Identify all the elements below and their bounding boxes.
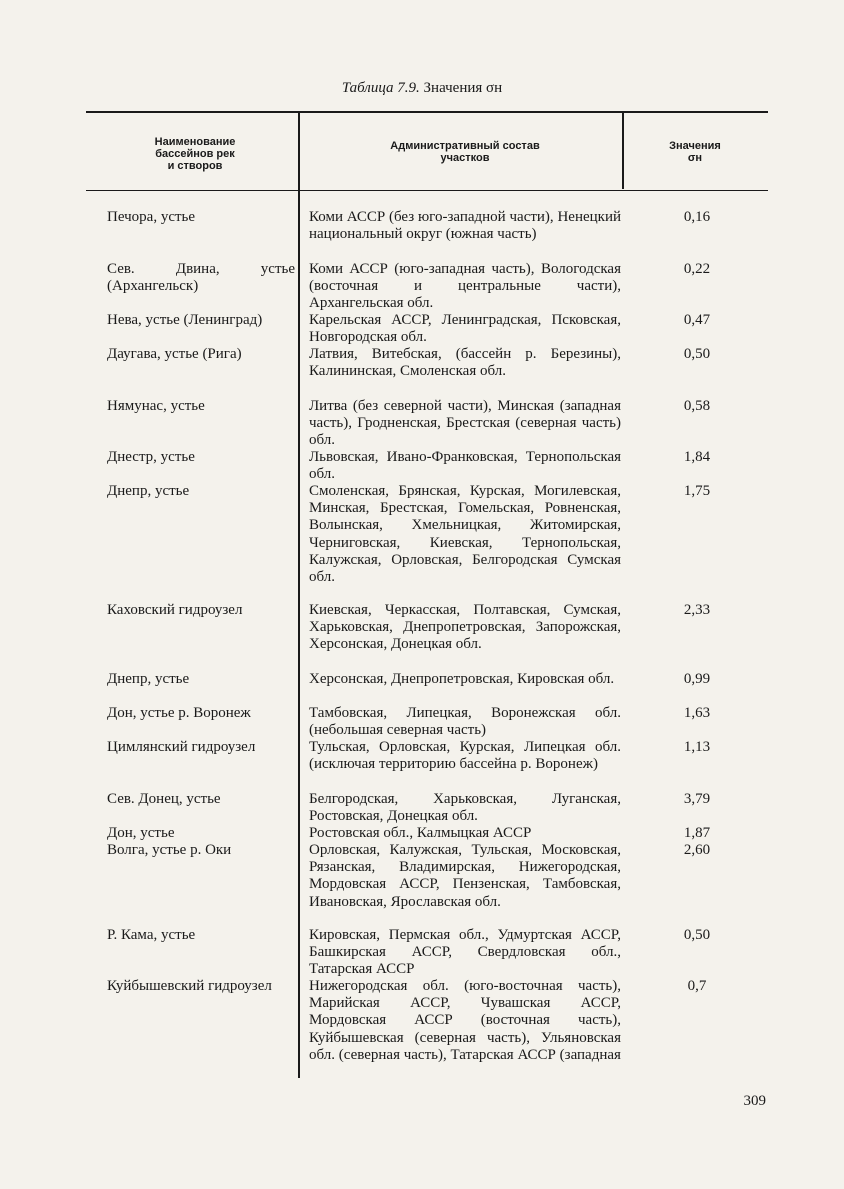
basin-cell: Цимлянский гидроузел (107, 739, 256, 755)
basin-cell: Нямунас, устье (107, 398, 205, 414)
value-cell: 0,22 (683, 261, 711, 277)
value-cell: 0,47 (683, 312, 711, 328)
admin-cell: Белгородская, Харьковская, Луганская, Ростовская, Донецкая обл. (309, 791, 621, 825)
value-cell: 0,50 (683, 927, 711, 943)
basin-cell: Днепр, устье (107, 671, 190, 687)
basin-cell: Днестр, устье (107, 449, 195, 465)
value-cell: 1,13 (683, 739, 711, 755)
admin-cell: Нижегородская обл. (юго-восточная часть), Марийская АССР, Чувашская АССР, Мордовская АССР (восточная часть), Куйбышевская (северная часть), Ульяновская обл. (северная часть), Татарская АССР (западная (309, 978, 621, 1063)
page-number: 309 (743, 1093, 766, 1109)
table-number: Таблица 7.9. (341, 80, 420, 96)
basin-cell: Печора, устье (107, 209, 196, 225)
value-cell: 1,87 (683, 825, 711, 841)
value-cell: 0,99 (683, 671, 711, 687)
value-cell: 3,79 (683, 791, 711, 807)
table-caption (0, 80, 844, 97)
value-cell: 2,33 (683, 602, 711, 618)
admin-cell: Тульская, Орловская, Курская, Липецкая обл. (исключая территорию бассейна р. Воронеж) (309, 739, 621, 773)
basin-cell: Нева, устье (Ленинград) (107, 312, 263, 328)
header-value: Значения σн (669, 140, 721, 164)
admin-cell: Латвия, Витебская, (бассейн р. Березины), Калининская, Смоленская обл. (309, 346, 621, 380)
table-title: Значения σн (423, 80, 503, 96)
value-cell: 1,75 (683, 483, 711, 499)
value-cell: 0,16 (683, 209, 711, 225)
admin-cell: Кировская, Пермская обл., Удмуртская АССР, Башкирская АССР, Свердловская обл., Татарская АССР (309, 927, 621, 978)
admin-cell: Литва (без северной части), Минская (западная часть), Гродненская, Брестская (северная часть) обл. (309, 398, 621, 449)
basin-cell: Каховский гидроузел (107, 602, 243, 618)
basin-cell: Р. Кама, устье (107, 927, 196, 943)
basin-cell: Сев. Донец, устье (107, 791, 221, 807)
basin-cell: Даугава, устье (Рига) (107, 346, 242, 362)
value-cell: 0,58 (683, 398, 711, 414)
admin-cell: Тамбовская, Липецкая, Воронежская обл. (небольшая северная часть) (309, 705, 621, 739)
value-cell: 2,60 (683, 842, 711, 858)
basin-cell: Дон, устье р. Воронеж (107, 705, 251, 721)
admin-cell: Смоленская, Брянская, Курская, Могилевская, Минская, Брестская, Гомельская, Ровненская, Волынская, Хмельницкая, Житомирская, Черниговская, Киевская, Тернопольская, Калужская, Орловская, Белгородская Сумская обл. (309, 483, 621, 586)
header-admin: Административный состав участков (390, 140, 540, 164)
admin-cell: Коми АССР (без юго-западной части), Ненецкий национальный округ (южная часть) (309, 209, 621, 243)
admin-cell: Херсонская, Днепропетровская, Кировская обл. (309, 671, 615, 687)
basin-cell: Куйбышевский гидроузел (107, 978, 272, 994)
top-rule (86, 111, 768, 113)
basin-cell: Сев. Двина, устье (Архангельск) (107, 261, 295, 294)
header-rule (86, 190, 768, 191)
admin-cell: Киевская, Черкасская, Полтавская, Сумская, Харьковская, Днепропетровская, Запорожская, Херсонская, Донецкая обл. (309, 602, 621, 653)
admin-cell: Ростовская обл., Калмыцкая АССР (309, 825, 532, 841)
basin-cell: Дон, устье (107, 825, 175, 841)
value-cell: 0,7 (687, 978, 707, 994)
column-divider-left (298, 112, 300, 1078)
column-divider-right (622, 112, 624, 189)
admin-cell: Орловская, Калужская, Тульская, Московская, Рязанская, Владимирская, Нижегородская, Мордовская АССР, Пензенская, Тамбовская, Ивановская, Ярославская обл. (309, 842, 621, 910)
basin-cell: Днепр, устье (107, 483, 190, 499)
value-cell: 1,84 (683, 449, 711, 465)
admin-cell: Коми АССР (юго-западная часть), Вологодская (восточная и центральные части), Архангельская обл. (309, 261, 621, 312)
admin-cell: Львовская, Ивано-Франковская, Тернопольская обл. (309, 449, 621, 483)
basin-cell: Волга, устье р. Оки (107, 842, 232, 858)
header-basin: Наименование бассейнов рек и створов (154, 136, 236, 172)
admin-cell: Карельская АССР, Ленинградская, Псковская, Новгородская обл. (309, 312, 621, 346)
value-cell: 1,63 (683, 705, 711, 721)
value-cell: 0,50 (683, 346, 711, 362)
